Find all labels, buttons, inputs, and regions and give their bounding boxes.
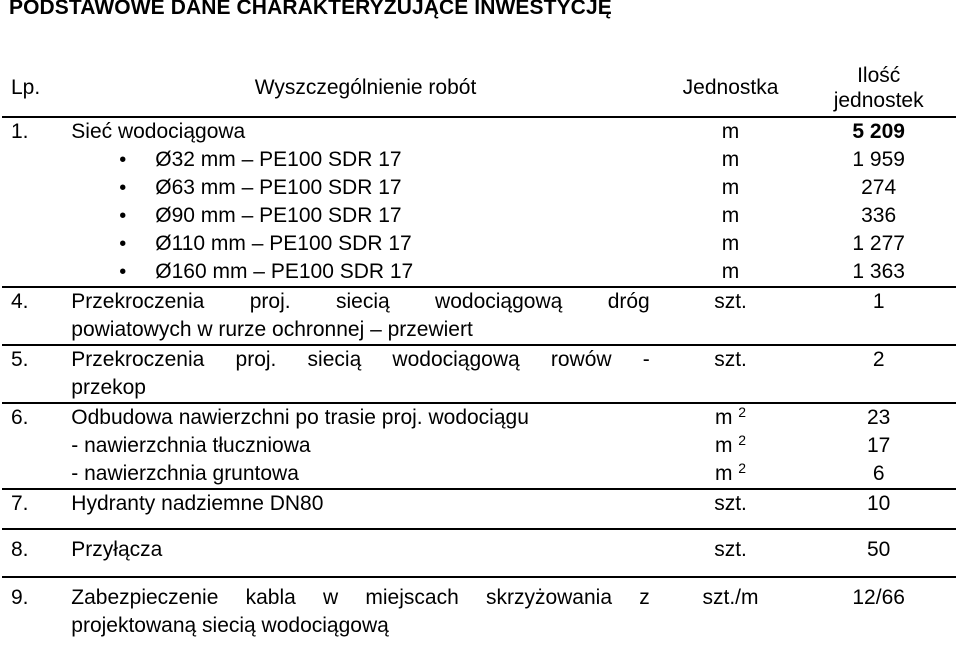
quantity-value: 1 277	[852, 232, 905, 255]
quantity-value: 6	[872, 462, 885, 485]
description-line: Przekroczenia proj. siecią wodociągową dróg	[71, 290, 650, 313]
table-row	[2, 529, 956, 577]
row-description: Przyłącza	[71, 529, 659, 577]
row-description	[71, 287, 659, 345]
table-row	[2, 117, 956, 287]
table-row	[2, 287, 956, 345]
description-line: - nawierzchnia gruntowa	[71, 462, 299, 485]
header-quantity	[801, 60, 956, 117]
header-lp: Lp.	[2, 60, 71, 117]
description-line: Odbudowa nawierzchni po trasie proj. wodociągu	[71, 406, 529, 429]
list-item: • Ø63 mm – PE100 SDR 17	[71, 174, 659, 202]
row-title: Sieć wodociągowa	[71, 120, 246, 143]
row-unit: szt./m	[702, 586, 759, 609]
row-unit	[660, 403, 802, 489]
unit-value: m $^2$	[714, 460, 747, 485]
row-number: 5.	[2, 345, 71, 403]
row-description	[71, 403, 659, 489]
unit-value: m $^2$	[714, 432, 747, 457]
row-quantity	[801, 117, 956, 287]
unit-value: m $^2$	[714, 404, 747, 429]
row-quantity: 12/66	[852, 586, 905, 609]
quantity-value: 336	[861, 204, 897, 227]
header-description: Wyszczególnienie robót	[71, 60, 659, 117]
row-unit: szt.	[660, 287, 802, 345]
unit-value: m	[721, 260, 740, 283]
header-unit: Jednostka	[660, 60, 802, 117]
row-description	[71, 577, 659, 640]
description-line: - nawierzchnia tłuczniowa	[71, 434, 311, 457]
pipe-list	[71, 146, 659, 286]
row-number: 6.	[2, 403, 71, 489]
unit-value: m	[721, 176, 740, 199]
unit-value: m	[721, 204, 740, 227]
unit-value: m	[721, 232, 740, 255]
description-line: przekop	[71, 376, 146, 399]
quantity-value: 1 363	[852, 260, 905, 283]
row-unit: szt.	[660, 345, 802, 403]
row-unit: szt.	[660, 529, 802, 577]
row-number: 1.	[2, 117, 71, 287]
table-header-row	[2, 60, 956, 117]
quantity-value: 274	[861, 176, 897, 199]
unit-value: m	[721, 148, 740, 171]
table-row	[2, 403, 956, 489]
row-number: 8.	[2, 529, 71, 577]
row-unit	[660, 117, 802, 287]
quantity-value: 17	[866, 434, 891, 457]
table-row	[2, 489, 956, 529]
list-item: • Ø110 mm – PE100 SDR 17	[71, 230, 659, 258]
row-quantity	[801, 403, 956, 489]
table-row	[2, 345, 956, 403]
row-quantity: 1	[801, 287, 956, 345]
row-description	[71, 117, 659, 287]
description-line: powiatowych w rurze ochronnej – przewiert	[71, 318, 473, 341]
row-unit: szt.	[660, 489, 802, 529]
quantity-total: 5 209	[852, 120, 905, 143]
row-number: 4.	[2, 287, 71, 345]
page-title: PODSTAWOWE DANE CHARAKTERYZUJĄCE INWESTYCJĘ	[9, 0, 612, 19]
row-description	[71, 345, 659, 403]
description-line: projektowaną siecią wodociągową	[71, 614, 389, 637]
unit-value: m	[721, 120, 740, 143]
quantity-value: 1 959	[852, 148, 905, 171]
quantity-value: 23	[866, 406, 891, 429]
row-quantity: 50	[801, 529, 956, 577]
table-row	[2, 577, 956, 640]
row-quantity: 10	[801, 489, 956, 529]
investment-table	[2, 60, 956, 640]
row-quantity: 2	[801, 345, 956, 403]
row-number: 7.	[2, 489, 71, 529]
description-line: Zabezpieczenie kabla w miejscach skrzyżowania z	[71, 586, 650, 609]
header-quantity-line2: jednostek	[833, 89, 924, 112]
list-item: • Ø32 mm – PE100 SDR 17	[71, 146, 659, 174]
row-description: Hydranty nadziemne DN80	[71, 489, 659, 529]
header-quantity-line1: Ilość	[857, 64, 901, 87]
list-item: • Ø160 mm – PE100 SDR 17	[71, 258, 659, 286]
list-item: • Ø90 mm – PE100 SDR 17	[71, 202, 659, 230]
description-line: Przekroczenia proj. siecią wodociągową rowów -	[71, 348, 650, 371]
row-number: 9.	[11, 586, 29, 609]
